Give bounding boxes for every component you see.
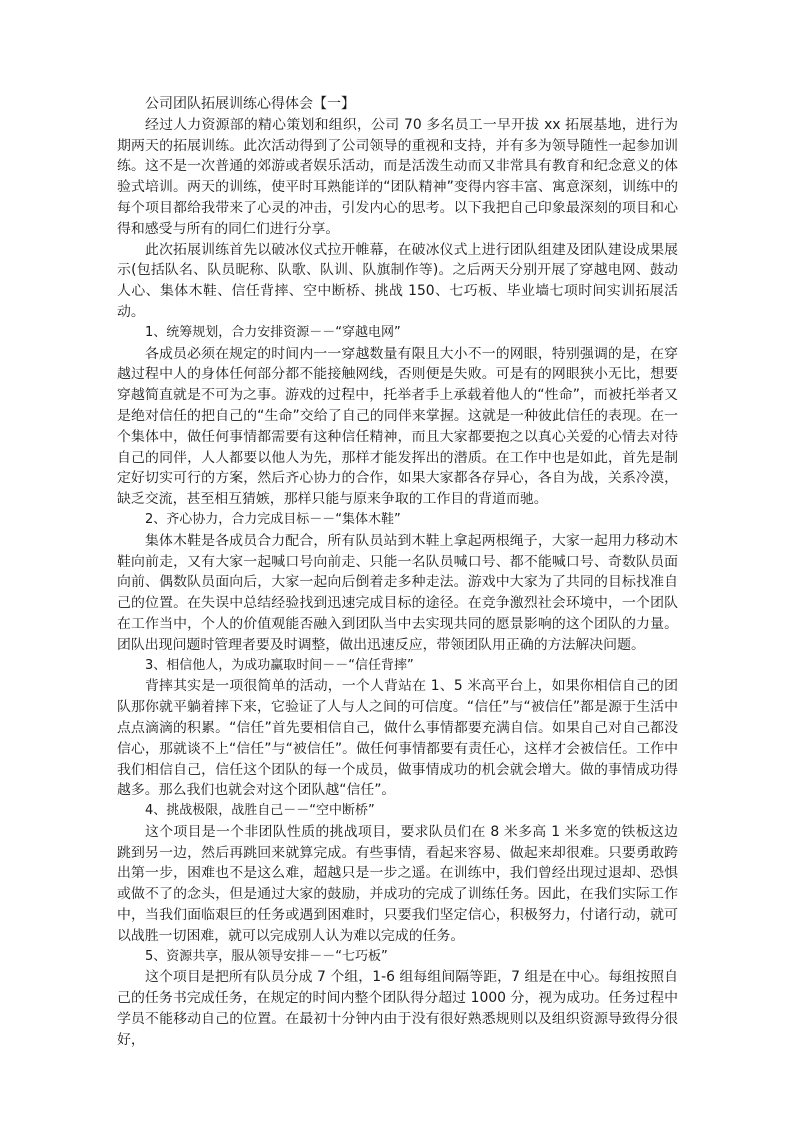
section-heading-3: 3、相信他人，为成功赢取时间－－“信任背摔” [145, 657, 414, 673]
document-body [117, 115, 678, 1051]
section-heading-2: 2、齐心协力，合力完成目标－－“集体木鞋” [145, 511, 401, 527]
paragraph-section-3: 背摔其实是一项很简单的活动，一个人背站在 1、5 米高平台上，如果你相信自己的团队那你就平躺着摔下来，它验证了人与人之间的可信度。“信任”与“被信任”都是源于生活中点点滴滴的积累。“信任”首先要相信自己，做什么事情都要充满自信。如果自己对自己都没信心，那就谈不上“信任”与“被信任”。做任何事情都要有责任心，这样才会被信任。工作中我们相信自己，信任这个团队的每一个成员，做事情成功的机会就会增大。做的事情成功得越多。那么我们也就会对这个团队越“信任”。 [117, 678, 678, 799]
paragraph-section-2: 集体木鞋是各成员合力配合，所有队员站到木鞋上拿起两根绳子，大家一起用力移动木鞋向前走，又有大家一起喊口号向前走、只能一名队员喊口号、都不能喊口号、奇数队员面向前、偶数队员面向后，大家一起向后倒着走多种走法。游戏中大家为了共同的目标找准自己的位置。在失误中总结经验找到迅速完成目标的途径。在竞争激烈社会环境中，一个团队在工作当中，个人的价值观能否融入到团队当中去实现共同的愿景影响的这个团队的力量。团队出现问题时管理者要及时调整，做出迅速反应，带领团队用正确的方法解决问题。 [117, 532, 678, 653]
section-heading-4: 4、挑战极限，战胜自己－－“空中断桥” [145, 803, 375, 819]
paragraph-overview: 此次拓展训练首先以破冰仪式拉开帷幕，在破冰仪式上进行团队组建及团队建设成果展示(包括队名、队员昵称、队歌、队训、队旗制作等)。之后两天分别开展了穿越电网、鼓动人心、集体木鞋、信任背摔、空中断桥、挑战 150、七巧板、毕业墙七项时间实训拓展活动。 [117, 241, 678, 320]
paragraph-section-5: 这个项目是把所有队员分成 7 个组，1-6 组每组间隔等距，7 组是在中心。每组按照自己的任务书完成任务，在规定的时间内整个团队得分超过 1000 分，视为成功。任务过程中学员不能移动自己的位置。在最初十分钟内由于没有很好熟悉规则以及组织资源导致得分很好， [117, 969, 678, 1048]
paragraph-section-4: 这个项目是一个非团队性质的挑战项目，要求队员们在 8 米多高 1 米多宽的铁板这边跳到另一边，然后再跳回来就算完成。有些事情，看起来容易、做起来却很难。只要勇敢跨出第一步，困难也不是这么难，超越只是一步之遥。在训练中，我们曾经出现过退却、恐惧或做不了的念头，但是通过大家的鼓励，并成功的完成了训练任务。因此，在我们实际工作中，当我们面临艰巨的任务或遇到困难时，只要我们坚定信心，积极努力，付诸行动，就可以战胜一切困难，就可以完成别人认为难以完成的任务。 [117, 823, 678, 944]
paragraph-section-1: 各成员必须在规定的时间内一一穿越数量有限且大小不一的网眼，特别强调的是，在穿越过程中人的身体任何部分都不能接触网线，否则便是失败。可是有的网眼狭小无比，想要穿越简直就是不可为之事。游戏的过程中，托举者手上承载着他人的“性命”，而被托举者又是绝对信任的把自己的“生命”交给了自己的同伴来掌握。这就是一种彼此信任的表现。在一个集体中，做任何事情都需要有这种信任精神，而且大家都要抱之以真心关爱的心情去对待自己的同伴，人人都要以他人为先，那样才能发挥出的潜质。在工作中也是如此，首先是制定好切实可行的方案，然后齐心协力的合作，如果大家都各存异心，各自为战，关系冷漠，缺乏交流，甚至相互猜嫉，那样只能与原来争取的工作目的背道而驰。 [117, 345, 678, 508]
section-heading-5: 5、资源共享，服从领导安排－－“七巧板” [145, 948, 388, 964]
section-heading-1: 1、统筹规划，合力安排资源－－“穿越电网” [145, 324, 401, 340]
document-page [117, 94, 678, 1051]
paragraph-intro: 经过人力资源部的精心策划和组织，公司 70 多名员工一早开拔 xx 拓展基地，进行为期两天的拓展训练。此次活动得到了公司领导的重视和支持，并有多为领导随性一起参加训练。这不是一次普通的郊游或者娱乐活动，而是活泼生动而又非常具有教育和纪念意义的体验式培训。两天的训练，使平时耳熟能详的“团队精神”变得内容丰富、寓意深刻，训练中的每个项目都给我带来了心灵的冲击，引发内心的思考。以下我把自己印象最深刻的项目和心得和感受与所有的同仁们进行分享。 [117, 116, 678, 237]
document-title: 公司团队拓展训练心得体会【一】 [145, 96, 355, 112]
